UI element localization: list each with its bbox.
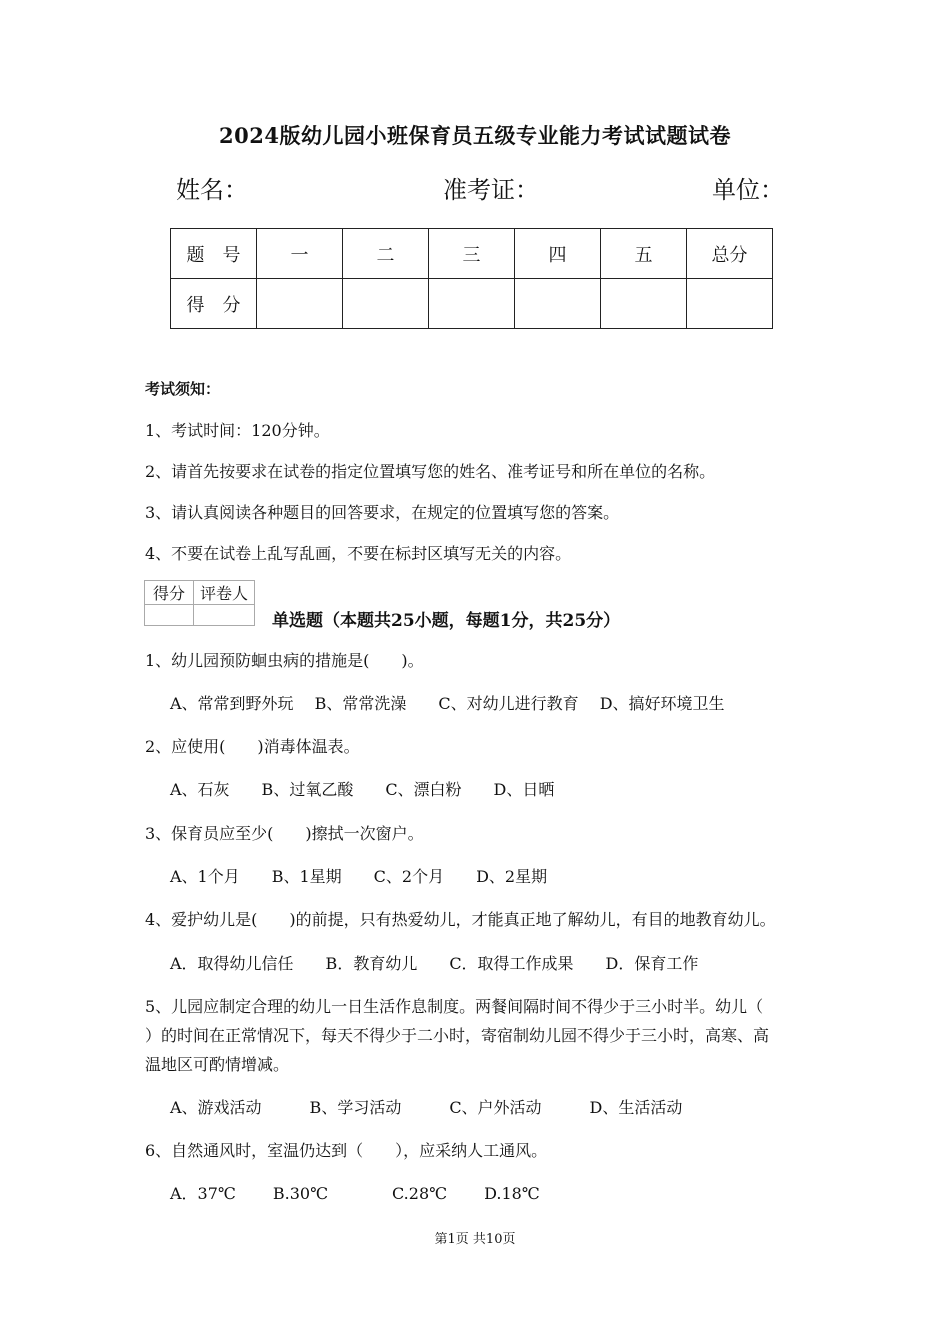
- score-table-header: 四: [515, 229, 601, 279]
- page-title: 2024版幼儿园小班保育员五级专业能力考试试题试卷: [219, 123, 731, 148]
- question-1: 1、幼儿园预防蛔虫病的措施是( )。: [145, 651, 424, 670]
- exam-id-field-label: 准考证：: [443, 176, 539, 204]
- question-2: 2、应使用( )消毒体温表。: [145, 737, 360, 756]
- score-table: [170, 228, 773, 329]
- name-field-label: 姓名：: [176, 176, 248, 204]
- score-table-header: 总分: [687, 229, 773, 279]
- score-table-header: 题 号: [171, 229, 257, 279]
- section-title: 单选题（本题共25小题，每题1分，共25分）: [272, 611, 621, 631]
- notice-heading: 考试须知：: [145, 380, 221, 398]
- question-4: 4、爱护幼儿是( )的前提，只有热爱幼儿，才能真正地了解幼儿，有目的地教育幼儿。: [145, 910, 776, 929]
- score-row-label: 得 分: [171, 279, 257, 329]
- score-cell: [601, 279, 687, 329]
- question-6-options: A．37℃ B.30℃ C.28℃ D.18℃: [170, 1184, 540, 1203]
- grader-score-label: 得分: [145, 581, 194, 605]
- grader-label: 评卷人: [194, 581, 255, 605]
- score-cell: [687, 279, 773, 329]
- score-table-score-row: [171, 279, 773, 329]
- question-6: 6、自然通风时，室温仍达到（ ），应采纳人工通风。: [145, 1141, 548, 1160]
- score-table-header: 三: [429, 229, 515, 279]
- question-3: 3、保育员应至少( )擦拭一次窗户。: [145, 824, 424, 843]
- notice-item: 1、考试时间：120分钟。: [145, 421, 330, 440]
- page-footer: 第1页 共10页: [434, 1232, 516, 1247]
- grader-box: [144, 580, 255, 626]
- grader-score-cell: [145, 605, 194, 626]
- question-5-line: 温地区可酌情增减。: [145, 1055, 290, 1074]
- notice-item: 4、不要在试卷上乱写乱画，不要在标封区填写无关的内容。: [145, 544, 572, 563]
- question-3-options: A、1个月 B、1星期 C、2个月 D、2星期: [170, 867, 548, 886]
- score-cell: [429, 279, 515, 329]
- score-table-header: 一: [257, 229, 343, 279]
- unit-field-label: 单位：: [712, 176, 784, 204]
- notice-item: 2、请首先按要求在试卷的指定位置填写您的姓名、准考证号和所在单位的名称。: [145, 462, 716, 481]
- grader-name-cell: [194, 605, 255, 626]
- score-table-header-row: [171, 229, 773, 279]
- score-cell: [343, 279, 429, 329]
- question-5-line: 5、儿园应制定合理的幼儿一日生活作息制度。两餐间隔时间不得少于三小时半。幼儿（: [145, 997, 764, 1016]
- question-4-options: A．取得幼儿信任 B．教育幼儿 C．取得工作成果 D．保育工作: [170, 954, 699, 973]
- question-2-options: A、石灰 B、过氧乙酸 C、漂白粉 D、日晒: [170, 780, 555, 799]
- score-table-header: 五: [601, 229, 687, 279]
- score-cell: [515, 279, 601, 329]
- question-5-line: ）的时间在正常情况下，每天不得少于二小时，寄宿制幼儿园不得少于三小时，高寒、高: [145, 1026, 770, 1045]
- score-table-header: 二: [343, 229, 429, 279]
- score-cell: [257, 279, 343, 329]
- question-5-options: A、游戏活动 B、学习活动 C、户外活动 D、生活活动: [170, 1098, 683, 1117]
- notice-item: 3、请认真阅读各种题目的回答要求，在规定的位置填写您的答案。: [145, 503, 620, 522]
- question-1-options: A、常常到野外玩 B、常常洗澡 C、对幼儿进行教育 D、搞好环境卫生: [170, 694, 725, 713]
